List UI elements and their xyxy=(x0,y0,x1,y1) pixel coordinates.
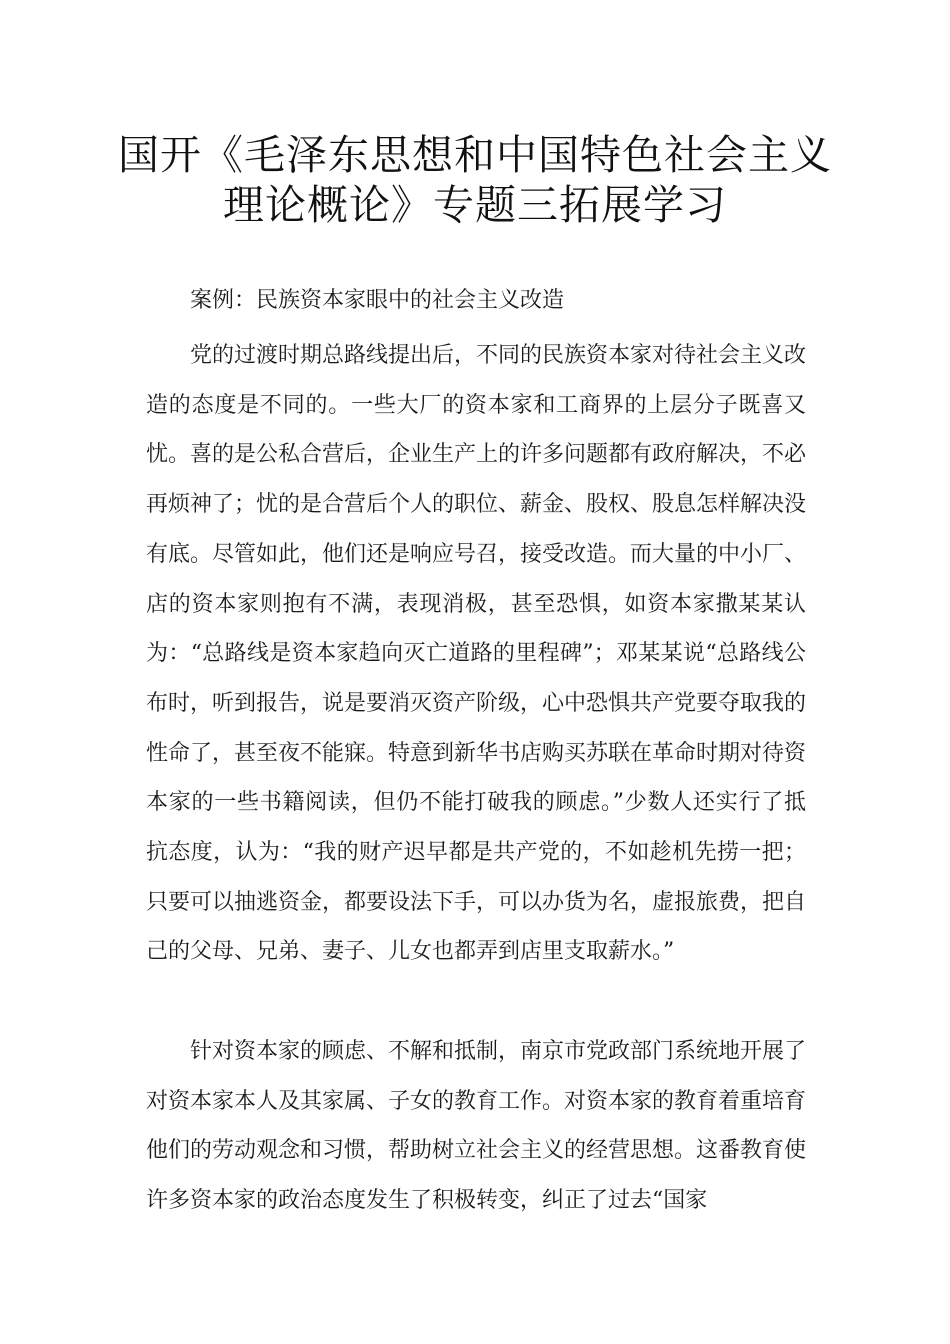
document-title-line-2: 理论概论》专题三拓展学习 xyxy=(223,181,727,229)
paragraph-1: 党的过渡时期总路线提出后，不同的民族资本家对待社会主义改造的态度是不同的。一些大厂的资本家和工商界的上层分子既喜又忧。喜的是公私合营后，企业生产上的许多问题都有政府解决，不必再烦神了；忧的是合营后个人的职位、薪金、股权、股息怎样解决没有底。尽管如此，他们还是响应号召，接受改造。而大量的中小厂、店的资本家则抱有不满，表现消极，甚至恐惧，如资本家撒某某认为：“总路线是资本家趋向灭亡道路的里程碑”；邓某某说“总路线公布时，听到报告，说是要消灭资产阶级，心中恐惧共产党要夺取我的性命了，甚至夜不能寐。特意到新华书店购买苏联在革命时期对待资本家的一些书籍阅读，但仍不能打破我的顾虑。”少数人还实行了抵抗态度，认为：“我的财产迟早都是共产党的，不如趁机先捞一把；只要可以抽逃资金，都要设法下手，可以办货为名，虚报旅费，把自己的父母、兄弟、妻子、儿女也都弄到店里支取薪水。” xyxy=(146,343,807,965)
paragraph-2: 针对资本家的顾虑、不解和抵制，南京市党政部门系统地开展了对资本家本人及其家属、子女的教育工作。对资本家的教育着重培育他们的劳动观念和习惯，帮助树立社会主义的经营思想。这番教育使许多资本家的政治态度发生了积极转变，纠正了过去“国家 xyxy=(146,1039,807,1214)
case-heading: 案例：民族资本家眼中的社会主义改造 xyxy=(190,288,565,313)
document-title-line-1: 国开《毛泽东思想和中国特色社会主义 xyxy=(118,131,832,179)
